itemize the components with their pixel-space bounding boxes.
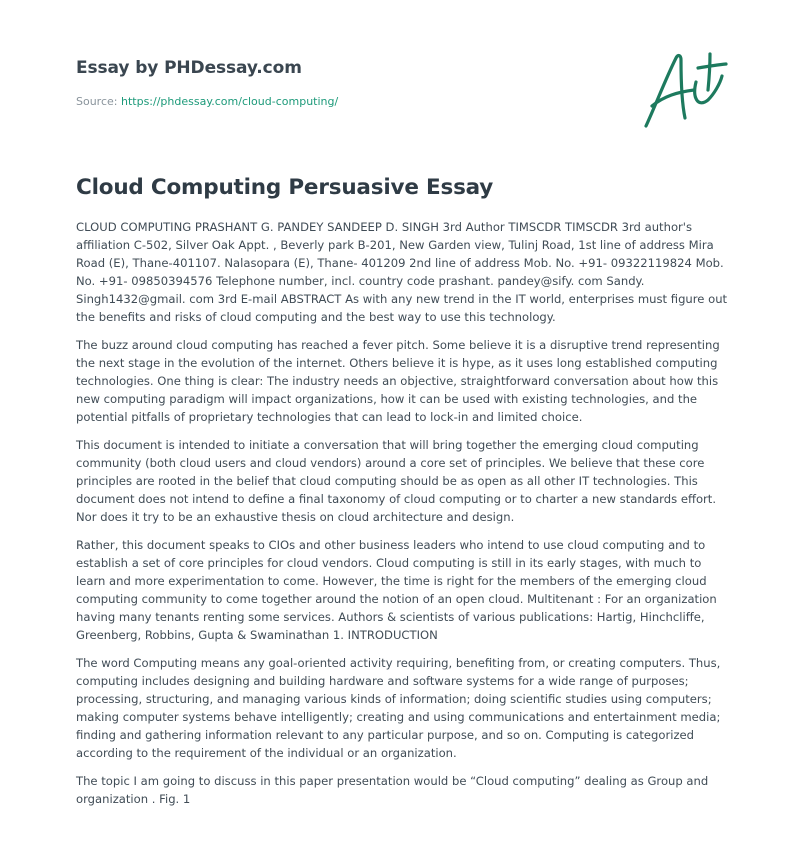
essay-body bbox=[76, 218, 732, 818]
source-label: Source: bbox=[76, 95, 121, 108]
paragraph: The word Computing means any goal-oriented activity requiring, benefiting from, or creating computers. Thus, computing includes designing and building hardware and software systems for a wide range of purposes; processing, structuring, and managing various kinds of information; doing scientific studies using computers; making computer systems behave intelligently; creating and using communications and entertainment media; finding and gathering information relevant to any particular purpose, and so on. Computing is categorized according to the requirement of the individual or an organization. bbox=[76, 656, 721, 760]
a-plus-grade-icon bbox=[638, 46, 730, 132]
brand-title: Essay by PHDessay.com bbox=[76, 58, 302, 78]
paragraph: CLOUD COMPUTING PRASHANT G. PANDEY SANDEEP D. SINGH 3rd Author TIMSCDR TIMSCDR 3rd author's affiliation C-502, Silver Oak Appt. , Beverly park B-201, New Garden view, Tulinj Road, 1st line of address Mira Road (E), Thane-401107. Nalasopara (E), Thane- 401209 2nd line of address Mob. No. +91- 09322119824 Mob. No. +91- 09850394576 Telephone number, incl. country code prashant. pandey@sify. com Sandy. Singh1432@gmail. com 3rd E-mail ABSTRACT As with any new trend in the IT world, enterprises must figure out the benefits and risks of cloud computing and the best way to use this technology. bbox=[76, 220, 728, 324]
paragraph: Rather, this document speaks to CIOs and other business leaders who intend to use cloud computing and to establish a set of core principles for cloud vendors. Cloud computing is still in its early stages, with much to learn and more experimentation to come. However, the time is right for the members of the emerging cloud computing community to come together around the notion of an open cloud. Multitenant : For an organization having many tenants renting some services. Authors & scientists of various publications: Hartig, Hinchcliffe, Greenberg, Robbins, Gupta & Swaminathan 1. INTRODUCTION bbox=[76, 538, 717, 642]
paragraph: This document is intended to initiate a conversation that will bring together the emerging cloud computing community (both cloud users and cloud vendors) around a core set of principles. We believe that these core principles are rooted in the belief that cloud computing should be as open as all other IT technologies. This document does not intend to define a final taxonomy of cloud computing or to charter a new standards effort. Nor does it try to be an exhaustive thesis on cloud architecture and design. bbox=[76, 438, 717, 524]
essay-title: Cloud Computing Persuasive Essay bbox=[76, 175, 494, 200]
paragraph: The topic I am going to discuss in this paper presentation would be “Cloud computing” dealing as Group and organization . Fig. 1 bbox=[76, 774, 709, 806]
page-header bbox=[76, 58, 636, 108]
source-line bbox=[76, 95, 636, 108]
paragraph: The buzz around cloud computing has reached a fever pitch. Some believe it is a disruptive trend representing the next stage in the evolution of the internet. Others believe it is hype, as it uses long established computing technologies. One thing is clear: The industry needs an objective, straightforward conversation about how this new computing paradigm will impact organizations, how it can be used with existing technologies, and the potential pitfalls of proprietary technologies that can lead to lock-in and limited choice. bbox=[76, 338, 720, 424]
source-link[interactable]: https://phdessay.com/cloud-computing/ bbox=[120, 95, 339, 108]
